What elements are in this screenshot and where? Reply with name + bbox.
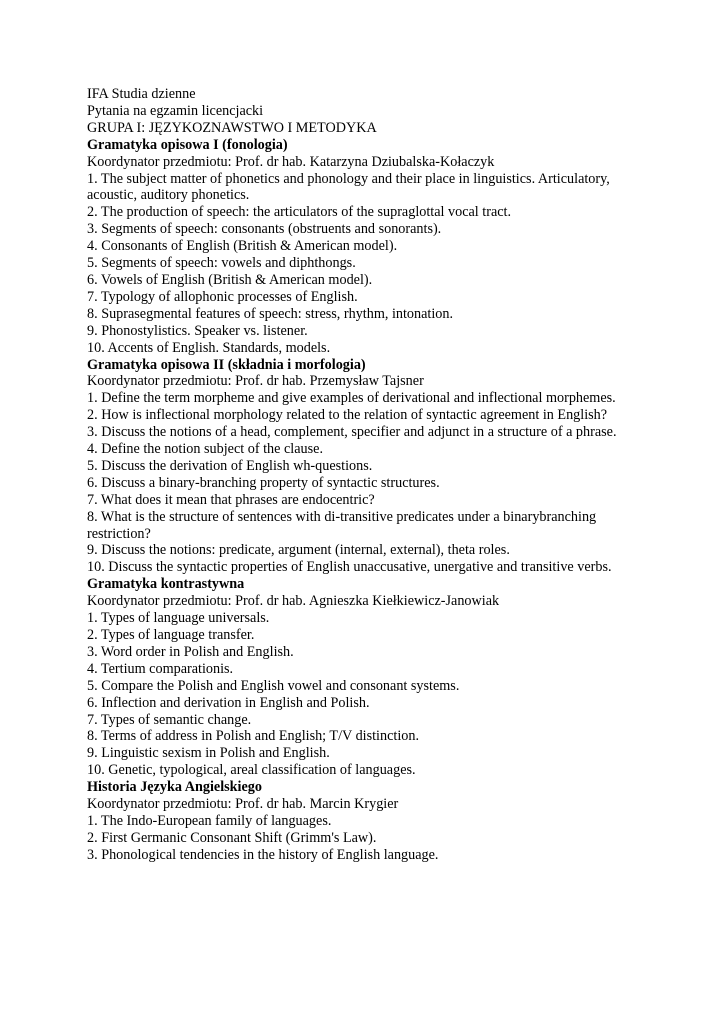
list-item: 8. Suprasegmental features of speech: stress, rhythm, intonation.	[87, 305, 454, 322]
list-item: 8. What is the structure of sentences with di-transitive predicates under a binarybranching restriction?	[87, 508, 597, 542]
section-title-fonologia: Gramatyka opisowa I (fonologia)	[87, 136, 288, 153]
list-item: 1. The Indo-European family of languages.	[87, 812, 332, 829]
section-coordinator: Koordynator przedmiotu: Prof. dr hab. Agnieszka Kiełkiewicz-Janowiak	[87, 593, 500, 610]
list-item: 1. The subject matter of phonetics and phonology and their place in linguistics. Articulatory, acoustic, auditory phonetics.	[87, 170, 610, 204]
list-item: 7. Typology of allophonic processes of English.	[87, 288, 358, 305]
header-line-exam: Pytania na egzamin licencjacki	[87, 102, 264, 119]
section-coordinator: Koordynator przedmiotu: Prof. dr hab. Marcin Krygier	[87, 796, 399, 813]
list-item: 3. Word order in Polish and English.	[87, 643, 294, 660]
list-item: 2. How is inflectional morphology related to the relation of syntactic agreement in English?	[87, 407, 608, 424]
list-item: 6. Vowels of English (British & American model).	[87, 271, 373, 288]
header-line-group: GRUPA I: JĘZYKOZNAWSTWO I METODYKA	[87, 119, 377, 136]
list-item: 2. First Germanic Consonant Shift (Grimm's Law).	[87, 829, 377, 846]
list-item: 9. Linguistic sexism in Polish and English.	[87, 745, 330, 762]
list-item: 2. The production of speech: the articulators of the supraglottal vocal tract.	[87, 204, 512, 221]
list-item: 4. Consonants of English (British & American model).	[87, 238, 398, 255]
section-title-skladnia: Gramatyka opisowa II (składnia i morfologia)	[87, 356, 366, 373]
list-item: 4. Tertium comparationis.	[87, 660, 234, 677]
list-item: 8. Terms of address in Polish and English; T/V distinction.	[87, 728, 420, 745]
list-item: 9. Phonostylistics. Speaker vs. listener.	[87, 322, 308, 339]
list-item: 4. Define the notion subject of the clause.	[87, 441, 323, 458]
list-item: 10. Accents of English. Standards, models.	[87, 339, 331, 356]
list-item: 5. Compare the Polish and English vowel and consonant systems.	[87, 677, 460, 694]
section-coordinator: Koordynator przedmiotu: Prof. dr hab. Katarzyna Dziubalska-Kołaczyk	[87, 153, 495, 170]
document-body	[87, 86, 647, 864]
list-item: 3. Phonological tendencies in the history of English language.	[87, 846, 439, 863]
list-item: 2. Types of language transfer.	[87, 627, 255, 643]
section-coordinator: Koordynator przedmiotu: Prof. dr hab. Przemysław Tajsner	[87, 373, 424, 390]
list-item: 10. Genetic, typological, areal classification of languages.	[87, 762, 416, 779]
list-item: 7. What does it mean that phrases are endocentric?	[87, 491, 375, 508]
list-item: 3. Segments of speech: consonants (obstruents and sonorants).	[87, 221, 442, 238]
list-item: 3. Discuss the notions of a head, complement, specifier and adjunct in a structure of a phrase.	[87, 424, 617, 441]
header-line-institute: IFA Studia dzienne	[87, 86, 196, 102]
list-item: 10. Discuss the syntactic properties of English unaccusative, unergative and transitive verbs.	[87, 559, 612, 576]
section-title-kontrastywna: Gramatyka kontrastywna	[87, 576, 245, 593]
list-item: 9. Discuss the notions: predicate, argument (internal, external), theta roles.	[87, 542, 510, 559]
list-item: 5. Segments of speech: vowels and diphthongs.	[87, 255, 356, 272]
section-title-historia: Historia Języka Angielskiego	[87, 779, 262, 796]
list-item: 6. Discuss a binary-branching property of syntactic structures.	[87, 474, 440, 491]
list-item: 1. Types of language universals.	[87, 610, 270, 627]
list-item: 6. Inflection and derivation in English and Polish.	[87, 694, 370, 711]
list-item: 5. Discuss the derivation of English wh-questions.	[87, 457, 373, 474]
list-item: 7. Types of semantic change.	[87, 711, 252, 728]
list-item: 1. Define the term morpheme and give examples of derivational and inflectional morphemes.	[87, 390, 616, 407]
